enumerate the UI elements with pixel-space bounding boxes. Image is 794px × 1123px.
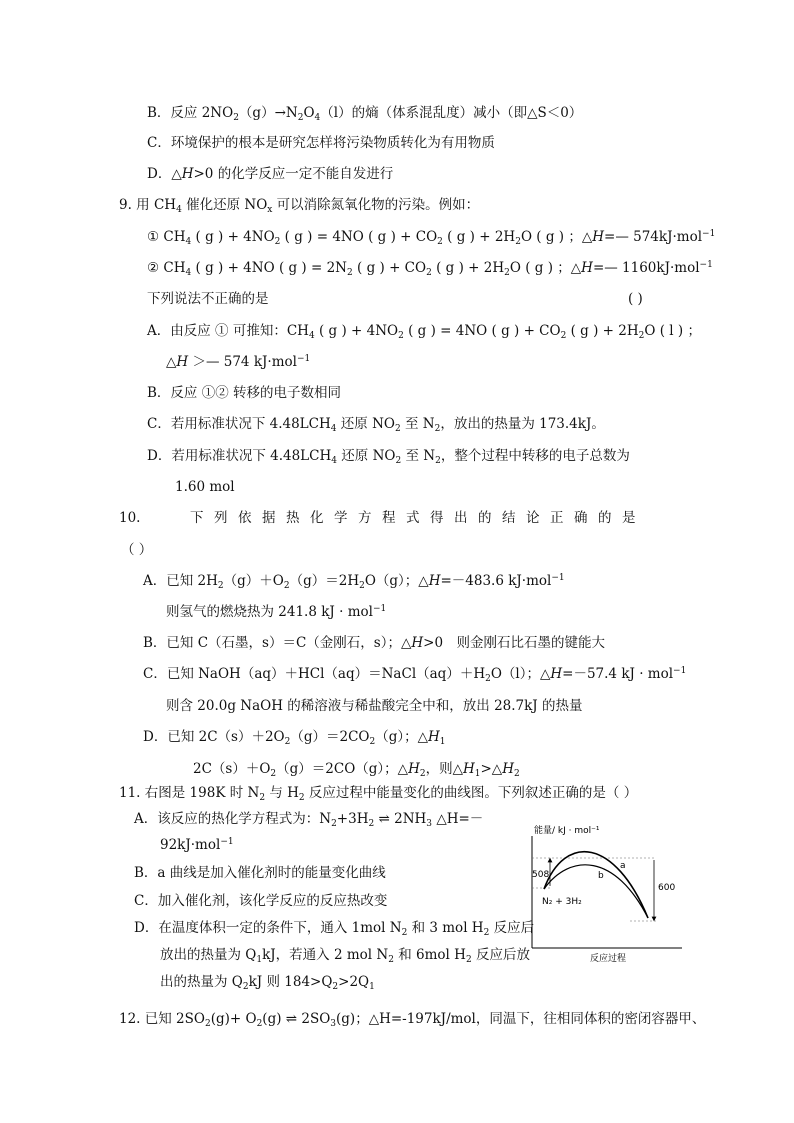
q9-option-d-cont: 1.60 mol: [175, 479, 235, 495]
q10-option-c: C．已知 $NaOH(aq)+HCl(aq)=NaCl(aq)+H_2O(l)$；△H=－57.4 kJ · mol$^{-1}$: [143, 666, 687, 684]
energy-diagram: [520, 818, 685, 968]
q11-option-d: D．在温度体积一定的条件下，通入 1mol $N_2$ 和 3 mol $H_2$ 反应后: [134, 920, 535, 938]
q9-answer-paren: ( ): [628, 291, 643, 307]
reactants-label: N₂ + 3H₂: [542, 897, 582, 907]
q10-stem: 下列依据热化学方程式得出的结论正确的是: [190, 510, 646, 526]
q10-option-d-cont: $2C(s)+O_2(g)=2CO(g)$；$\triangle H_2$，则$\triangle H_1>\triangle H_2$: [193, 761, 520, 779]
q11-option-d-cont1: 放出的热量为 $Q_1kJ$，若通入 2 mol $N_2$ 和 6mol $H_2$ 反应后放: [160, 947, 530, 965]
q8-option-b: B．反应 $2NO_2(g)\to N_2O_4(l)$的熵（体系混乱度）减小（即△S＜0）: [147, 105, 583, 123]
label-508: 508: [532, 870, 550, 880]
q9-stem: 9. 用 $CH_4$ 催化还原 $NO_x$ 可以消除氮氧化物的污染。例如：: [119, 197, 480, 215]
x-axis-label: 反应过程: [590, 954, 627, 964]
q12-stem: 12. 已知 $2SO_2(g)+ O_2(g)$ ⇌ $2SO_3(g)$；△H=-197kJ/mol，同温下，往相同体积的密闭容器甲、: [119, 1011, 706, 1029]
q8-option-c: C．环境保护的根本是研究怎样将污染物质转化为有用物质: [147, 135, 495, 151]
q9-option-c: C．若用标准状况下 $4.48LCH_4$ 还原 $NO_2$ 至 $N_2$，放出的热量为 173.4kJ。: [147, 416, 605, 434]
curve-b-label: b: [598, 871, 604, 881]
q10-option-a: A．已知 $2H_2(g)+O_2(g)=2H_2O(g)$；△H=－483.6 kJ·mol$^{-1}$: [143, 573, 565, 591]
q11-stem: 11. 右图是 198K 时 $N_2$ 与 $H_2$ 反应过程中能量变化的曲线图。下列叙述正确的是（ ）: [119, 785, 638, 803]
q11-option-b: B．a 曲线是加入催化剂时的能量变化曲线: [134, 865, 386, 881]
q10-option-c-cont: 则含 20.0g NaOH 的稀溶液与稀盐酸完全中和，放出 28.7kJ 的热量: [166, 698, 583, 714]
q9-equation-1: ① $CH_4$ ( g ) + $4NO_2$ ( g ) = 4NO ( g ) + $CO_2$ ( g ) + $2H_2O$ ( g ) ；△H=— 574kJ·mol$^{-1}$: [147, 229, 716, 247]
q10-option-a-cont: 则氢气的燃烧热为 241.8 kJ · mol$^{-1}$: [166, 604, 387, 620]
q9-ask: 下列说法不正确的是: [147, 291, 269, 307]
q9-option-b: B．反应 ①② 转移的电子数相同: [147, 385, 342, 401]
q9-option-a-cont: △H ＞— 574 kJ·mol$^{-1}$: [166, 354, 311, 370]
q9-option-a: A．由反应 ① 可推知：$CH_4$ ( g ) + $4NO_2$ ( g ) = 4NO ( g ) + $CO_2$ ( g ) + $2H_2O$ ( l ) ；: [147, 323, 701, 341]
q8-option-d: D．△H>0 的化学反应一定不能自发进行: [147, 166, 394, 182]
curve-a: [544, 852, 648, 918]
q10-option-d: D．已知 $2C(s)+2O_2(g)=2CO_2(g)$；$\triangle H_1$: [143, 729, 446, 747]
q11-option-a: A．该反应的热化学方程式为：$N_2+3H_2$ ⇌ $2NH_3$ △H=－: [134, 811, 484, 829]
q10-option-b: B．已知 C（石墨，s）＝C（金刚石，s）；△H>0 则金刚石比石墨的键能大: [143, 635, 606, 651]
q11-option-a-cont: 92kJ·mol$^{-1}$: [160, 837, 234, 853]
q10-answer-paren: （ ）: [121, 542, 153, 558]
q11-option-d-cont2: 出的热量为 $Q_2kJ$ 则 $184>Q_2>2Q_1$: [160, 974, 375, 992]
q11-option-c: C．加入催化剂，该化学反应的反应热改变: [134, 893, 388, 909]
q10-number: 10.: [119, 510, 141, 526]
q9-option-d: D．若用标准状况下 $4.48LCH_4$ 还原 $NO_2$ 至 $N_2$，整个过程中转移的电子总数为: [147, 448, 630, 466]
q9-equation-2: ② $CH_4$ ( g ) + 4NO ( g ) = $2N_2$ ( g ) + $CO_2$ ( g ) + $2H_2O$ ( g ) ；△H=— 1160kJ·mol$^{-1}$: [147, 260, 713, 278]
label-600: 600: [658, 883, 676, 893]
y-axis-label: 能量/ kJ · mol⁻¹: [534, 826, 600, 836]
curve-b: [544, 865, 648, 918]
curve-a-label: a: [620, 861, 626, 871]
